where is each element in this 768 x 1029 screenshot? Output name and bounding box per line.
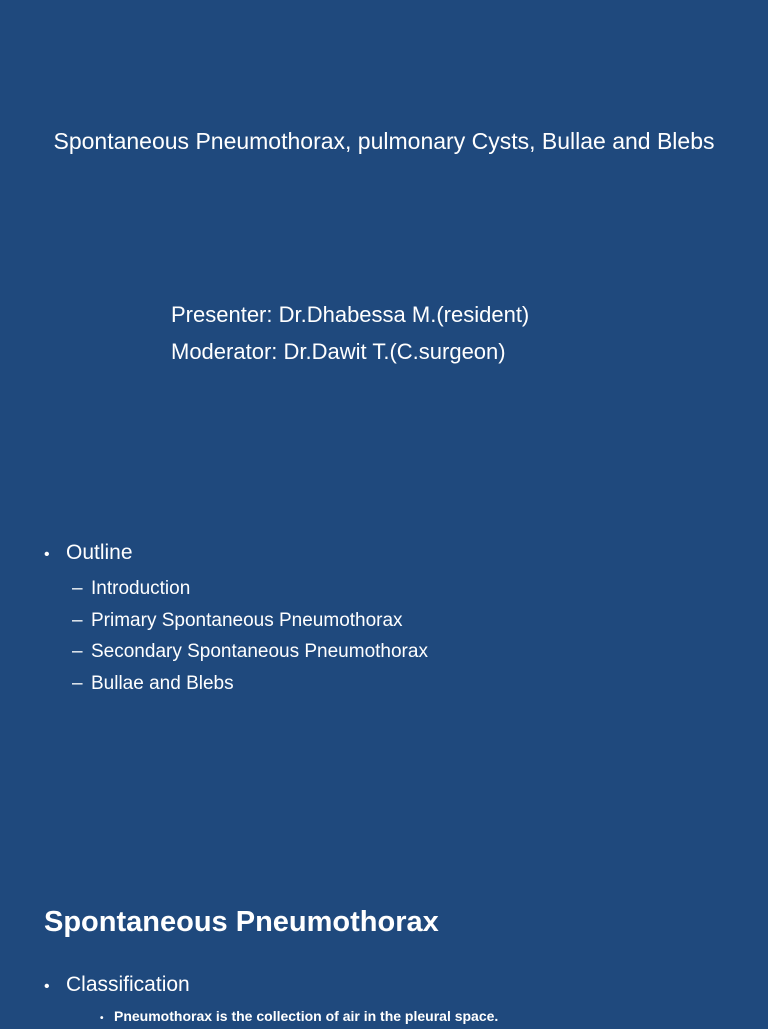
credits-block	[171, 296, 731, 370]
spontaneous-pneumothorax-slide	[0, 864, 768, 1024]
classification-label: Classification	[66, 973, 190, 996]
bullet-icon: •	[44, 546, 50, 563]
definition-text: Pneumothorax is the collection of air in the pleural space.	[114, 1008, 499, 1024]
outline-item-label: Primary Spontaneous Pneumothorax	[91, 609, 403, 631]
classification-bullet	[44, 970, 744, 1002]
outline-item	[72, 573, 724, 605]
outline-item-label: Secondary Spontaneous Pneumothorax	[91, 641, 428, 662]
title-slide	[0, 0, 768, 432]
dash-icon: –	[72, 672, 83, 694]
outline-slide	[0, 432, 768, 864]
moderator-line: Moderator: Dr.Dawit T.(C.surgeon)	[171, 339, 506, 364]
dash-icon: –	[72, 609, 83, 631]
outline-item-label: Bullae and Blebs	[91, 672, 234, 694]
outline-item-label: Introduction	[91, 578, 191, 599]
outline-list	[44, 538, 724, 699]
presentation-title: Spontaneous Pneumothorax, pulmonary Cysts, Bullae and Blebs	[53, 128, 715, 154]
outline-item	[72, 605, 724, 637]
dash-icon: –	[72, 578, 83, 599]
slide-heading: Spontaneous Pneumothorax	[44, 906, 439, 938]
presenter-line: Presenter: Dr.Dhabessa M.(resident)	[171, 302, 530, 327]
dash-icon: –	[72, 641, 83, 662]
outline-item	[72, 668, 724, 700]
slide3-bullets	[44, 970, 744, 1029]
outline-items	[72, 573, 724, 699]
definition-bullet	[100, 1006, 744, 1029]
outline-bullet	[44, 538, 724, 570]
outline-heading: Outline	[66, 541, 133, 564]
outline-item	[72, 636, 724, 668]
bullet-icon: •	[100, 1013, 104, 1024]
bullet-icon: •	[44, 978, 50, 995]
